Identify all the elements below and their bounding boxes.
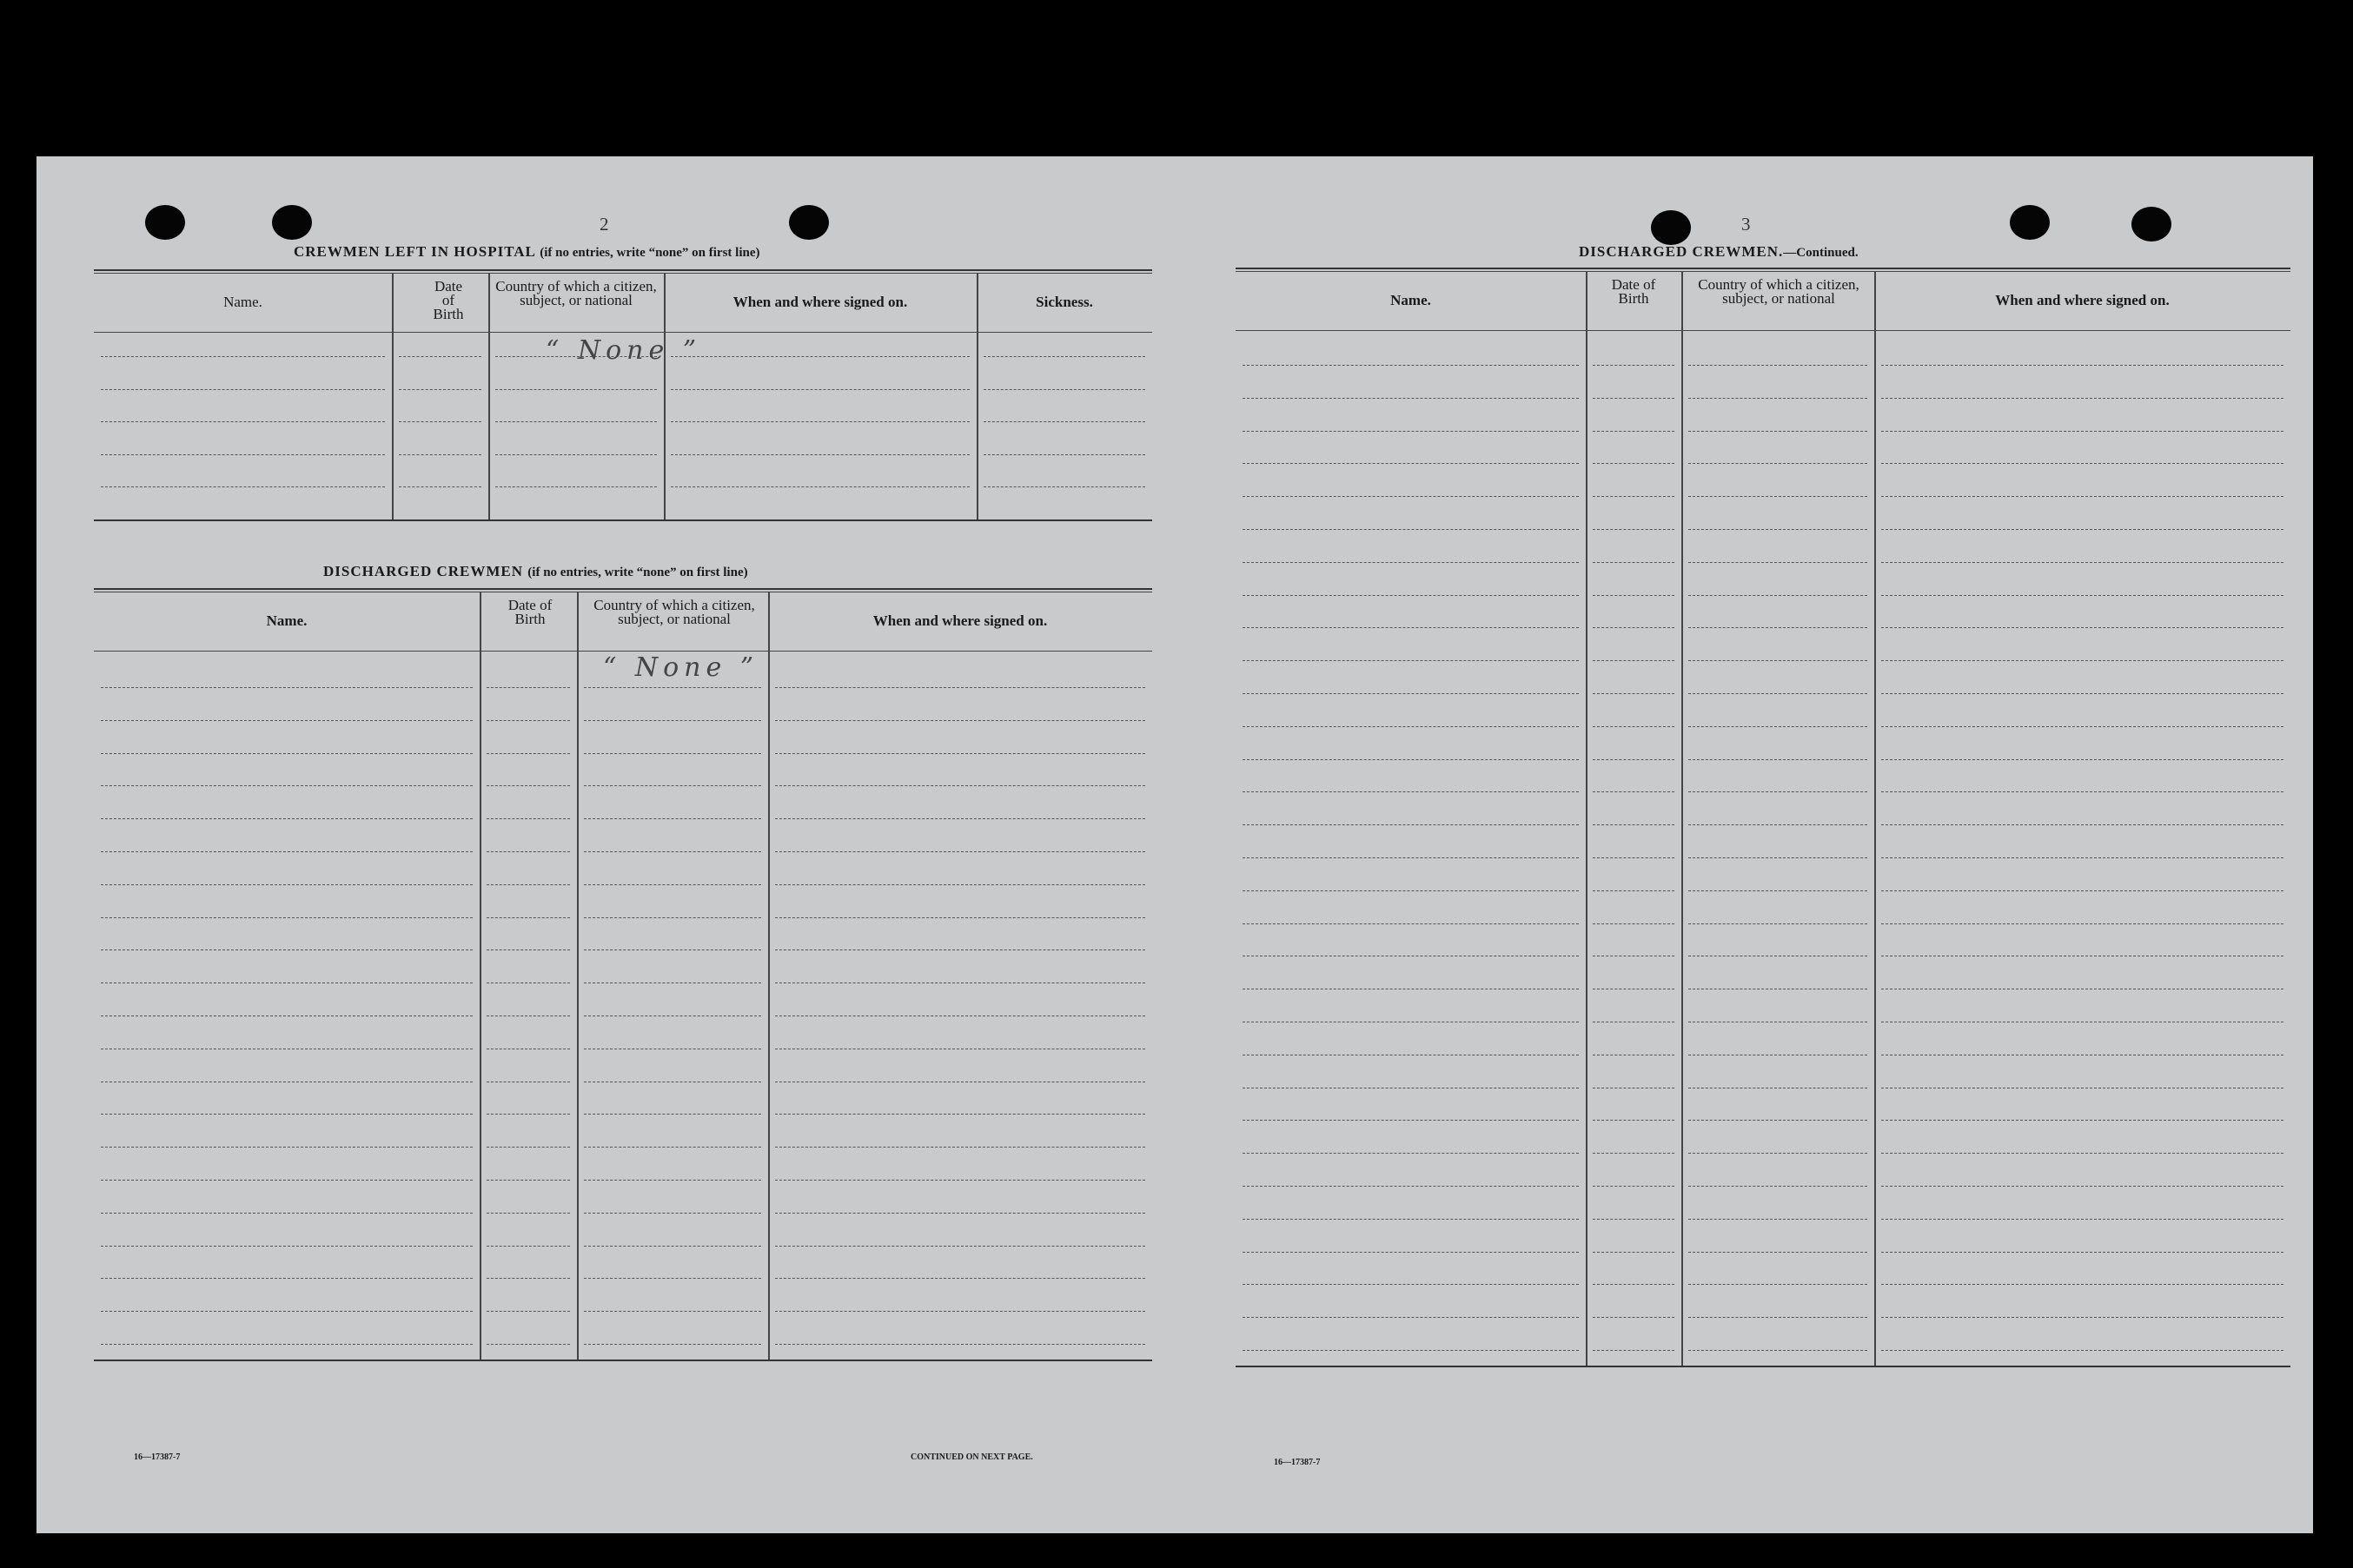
entry-line xyxy=(584,851,761,852)
entry-line xyxy=(1688,660,1867,661)
entry-line xyxy=(1243,693,1579,694)
entry-line xyxy=(584,917,761,918)
entry-line xyxy=(671,454,970,455)
entry-line xyxy=(1881,463,2283,464)
column-divider xyxy=(768,592,770,1360)
discharged-table xyxy=(94,588,1152,1370)
entry-line xyxy=(1881,1317,2283,1318)
entry-line xyxy=(1243,365,1579,366)
right-title-text: DISCHARGED CREWMEN. xyxy=(1579,243,1784,260)
entry-line xyxy=(1688,726,1867,727)
column-divider xyxy=(664,273,666,519)
entry-line xyxy=(584,785,761,786)
entry-line xyxy=(584,1344,761,1345)
header-bottom-rule xyxy=(94,651,1152,652)
entry-line xyxy=(101,687,473,688)
entry-line xyxy=(487,785,570,786)
entry-line xyxy=(984,421,1145,422)
entry-line xyxy=(1688,496,1867,497)
form-sheet xyxy=(36,156,2313,1533)
entry-line xyxy=(775,1213,1145,1214)
entry-line xyxy=(101,753,473,754)
entry-line xyxy=(1688,431,1867,432)
entry-line xyxy=(1593,1153,1674,1154)
column-divider xyxy=(488,273,490,519)
continued-note: CONTINUED ON NEXT PAGE. xyxy=(911,1452,1033,1462)
entry-line xyxy=(101,982,473,983)
entry-line xyxy=(399,486,481,487)
table-bottom-rule xyxy=(94,1360,1152,1361)
entry-line xyxy=(1881,1252,2283,1253)
column-divider xyxy=(392,273,394,519)
page-number: 2 xyxy=(600,214,609,235)
entry-line xyxy=(1243,1120,1579,1121)
entry-line xyxy=(1243,1350,1579,1351)
entry-line xyxy=(1688,791,1867,792)
discharged-section-title xyxy=(323,563,748,580)
column-header-country: Country of which a citizen, subject, or national xyxy=(593,597,755,627)
entry-line xyxy=(584,1147,761,1148)
entry-line xyxy=(1593,1317,1674,1318)
column-header-date-of-birth: Date of Birth xyxy=(507,597,553,627)
column-divider xyxy=(977,273,978,519)
entry-line xyxy=(1593,791,1674,792)
entry-line xyxy=(487,1213,570,1214)
entry-line xyxy=(1243,660,1579,661)
entry-line xyxy=(1688,824,1867,825)
entry-line xyxy=(1243,857,1579,858)
column-header-country: Country of which a citizen, subject, or national xyxy=(1698,276,1859,307)
entry-line xyxy=(487,1311,570,1312)
column-header-name: Name. xyxy=(1390,292,1431,308)
column-divider xyxy=(1681,271,1683,1366)
entry-line xyxy=(101,785,473,786)
column-header-signed-on: When and where signed on. xyxy=(1995,292,2170,308)
entry-line xyxy=(984,486,1145,487)
entry-line xyxy=(487,851,570,852)
column-divider xyxy=(480,592,481,1360)
entry-line xyxy=(1688,463,1867,464)
column-header-name: Name. xyxy=(266,612,308,629)
punch-hole xyxy=(1651,210,1691,245)
entry-line xyxy=(101,1311,473,1312)
entry-line xyxy=(1593,1350,1674,1351)
table-top-rule xyxy=(94,269,1152,271)
entry-line xyxy=(1688,562,1867,563)
entry-line xyxy=(1688,365,1867,366)
entry-line xyxy=(775,720,1145,721)
entry-line xyxy=(399,421,481,422)
entry-line xyxy=(584,818,761,819)
entry-line xyxy=(487,818,570,819)
column-header-sickness: Sickness. xyxy=(1036,294,1093,310)
right-section-title xyxy=(1579,243,1859,261)
entry-line xyxy=(1593,365,1674,366)
entry-line xyxy=(775,949,1145,950)
entry-line xyxy=(1881,431,2283,432)
entry-line xyxy=(101,454,385,455)
entry-line xyxy=(1881,595,2283,596)
entry-line xyxy=(487,720,570,721)
column-header-name: Name. xyxy=(223,294,262,310)
entry-line xyxy=(1593,726,1674,727)
discharged-title-text: DISCHARGED CREWMEN xyxy=(323,563,524,579)
entry-line xyxy=(1688,693,1867,694)
punch-hole xyxy=(2131,207,2171,241)
entry-line xyxy=(495,389,657,390)
entry-line xyxy=(1593,627,1674,628)
entry-line xyxy=(1593,431,1674,432)
form-number: 16—17387-7 xyxy=(134,1452,181,1462)
entry-line xyxy=(1243,1252,1579,1253)
entry-line xyxy=(1243,529,1579,530)
entry-line xyxy=(1881,759,2283,760)
entry-line xyxy=(1243,1317,1579,1318)
entry-line xyxy=(1688,595,1867,596)
hospital-title-text: CREWMEN LEFT IN HOSPITAL xyxy=(294,243,535,260)
entry-line xyxy=(584,1246,761,1247)
entry-line xyxy=(101,720,473,721)
entry-line xyxy=(101,486,385,487)
entry-line xyxy=(101,917,473,918)
punch-hole xyxy=(2010,205,2050,240)
entry-line xyxy=(775,1180,1145,1181)
entry-line xyxy=(1593,693,1674,694)
entry-line xyxy=(399,389,481,390)
entry-line xyxy=(984,389,1145,390)
entry-line xyxy=(1593,1186,1674,1187)
punch-hole xyxy=(272,205,312,240)
entry-line xyxy=(775,851,1145,852)
entry-line xyxy=(1881,890,2283,891)
entry-line xyxy=(101,421,385,422)
entry-line xyxy=(1881,923,2283,924)
entry-line xyxy=(1881,627,2283,628)
entry-line xyxy=(1881,1153,2283,1154)
entry-line xyxy=(1881,1120,2283,1121)
entry-line xyxy=(1243,1284,1579,1285)
entry-line xyxy=(101,356,385,357)
entry-line xyxy=(101,1213,473,1214)
entry-line xyxy=(775,753,1145,754)
entry-line xyxy=(584,949,761,950)
entry-line xyxy=(1593,595,1674,596)
entry-line xyxy=(1243,759,1579,760)
entry-line xyxy=(1688,1153,1867,1154)
table-top-rule xyxy=(1236,268,2290,269)
entry-line xyxy=(1243,1219,1579,1220)
entry-line xyxy=(775,1147,1145,1148)
page-number: 3 xyxy=(1741,214,1751,235)
entry-line xyxy=(584,1114,761,1115)
entry-line xyxy=(671,486,970,487)
entry-line xyxy=(584,753,761,754)
entry-line xyxy=(1881,529,2283,530)
entry-line xyxy=(487,1180,570,1181)
entry-line xyxy=(101,1147,473,1148)
entry-line xyxy=(399,356,481,357)
entry-line xyxy=(487,753,570,754)
entry-line xyxy=(1593,824,1674,825)
entry-line xyxy=(1688,1284,1867,1285)
entry-line xyxy=(101,1114,473,1115)
column-header-date-of-birth: Date of Birth xyxy=(433,278,464,322)
entry-line xyxy=(1881,496,2283,497)
entry-line xyxy=(671,389,970,390)
entry-line xyxy=(1243,791,1579,792)
entry-line xyxy=(1593,1219,1674,1220)
table-bottom-rule xyxy=(1236,1366,2290,1367)
hospital-title-note: (if no entries, write “none” on first line) xyxy=(540,246,760,260)
entry-line xyxy=(584,720,761,721)
entry-line xyxy=(1881,791,2283,792)
entry-line xyxy=(775,917,1145,918)
entry-line xyxy=(1688,1317,1867,1318)
entry-line xyxy=(1593,923,1674,924)
entry-line xyxy=(984,454,1145,455)
table-top-rule xyxy=(94,588,1152,590)
entry-line xyxy=(1593,890,1674,891)
entry-line xyxy=(1881,726,2283,727)
column-divider xyxy=(577,592,579,1360)
handwritten-none-entry: “ None ” xyxy=(546,335,702,366)
entry-line xyxy=(101,1278,473,1279)
entry-line xyxy=(1881,1350,2283,1351)
table-bottom-rule xyxy=(94,519,1152,521)
entry-line xyxy=(584,982,761,983)
entry-line xyxy=(1881,1284,2283,1285)
entry-line xyxy=(487,1147,570,1148)
entry-line xyxy=(1243,1153,1579,1154)
entry-line xyxy=(1593,398,1674,399)
entry-line xyxy=(1243,496,1579,497)
right-title-suffix: —Continued. xyxy=(1783,246,1859,260)
entry-line xyxy=(1881,562,2283,563)
column-header-signed-on: When and where signed on. xyxy=(732,294,908,310)
entry-line xyxy=(1881,857,2283,858)
entry-line xyxy=(1593,759,1674,760)
entry-line xyxy=(1688,398,1867,399)
entry-line xyxy=(399,454,481,455)
entry-line xyxy=(775,982,1145,983)
entry-line xyxy=(101,818,473,819)
header-bottom-rule xyxy=(94,332,1152,333)
entry-line xyxy=(775,785,1145,786)
entry-line xyxy=(1243,890,1579,891)
entry-line xyxy=(584,1213,761,1214)
entry-line xyxy=(101,1344,473,1345)
entry-line xyxy=(584,884,761,885)
entry-line xyxy=(775,884,1145,885)
entry-line xyxy=(1593,562,1674,563)
column-header-signed-on: When and where signed on. xyxy=(872,612,1048,629)
entry-line xyxy=(1688,1252,1867,1253)
entry-line xyxy=(101,884,473,885)
entry-line xyxy=(584,1180,761,1181)
entry-line xyxy=(101,1246,473,1247)
entry-line xyxy=(1881,660,2283,661)
entry-line xyxy=(1688,1186,1867,1187)
entry-line xyxy=(487,982,570,983)
entry-line xyxy=(1881,693,2283,694)
entry-line xyxy=(584,1278,761,1279)
entry-line xyxy=(1243,726,1579,727)
entry-line xyxy=(495,421,657,422)
entry-line xyxy=(487,884,570,885)
entry-line xyxy=(1593,496,1674,497)
column-divider xyxy=(1586,271,1587,1366)
entry-line xyxy=(584,687,761,688)
entry-line xyxy=(487,687,570,688)
entry-line xyxy=(487,917,570,918)
form-number: 16—17387-7 xyxy=(1274,1458,1321,1467)
entry-line xyxy=(1243,398,1579,399)
entry-line xyxy=(1243,923,1579,924)
entry-line xyxy=(101,389,385,390)
entry-line xyxy=(1593,529,1674,530)
entry-line xyxy=(775,1246,1145,1247)
discharged-title-note: (if no entries, write “none” on first line) xyxy=(527,566,748,579)
entry-line xyxy=(1688,1120,1867,1121)
entry-line xyxy=(1688,1219,1867,1220)
column-header-date-of-birth: Date of Birth xyxy=(1611,276,1656,307)
entry-line xyxy=(984,356,1145,357)
entry-line xyxy=(1243,627,1579,628)
column-divider xyxy=(1874,271,1876,1366)
entry-line xyxy=(671,356,970,357)
entry-line xyxy=(1688,759,1867,760)
entry-line xyxy=(1593,660,1674,661)
entry-line xyxy=(1688,890,1867,891)
entry-line xyxy=(1243,431,1579,432)
column-header-country: Country of which a citizen, subject, or national xyxy=(495,278,657,308)
entry-line xyxy=(495,454,657,455)
header-bottom-rule xyxy=(1236,330,2290,331)
hospital-table xyxy=(94,269,1152,530)
entry-line xyxy=(671,421,970,422)
entry-line xyxy=(101,949,473,950)
entry-line xyxy=(775,1344,1145,1345)
entry-line xyxy=(1881,398,2283,399)
entry-line xyxy=(1881,365,2283,366)
entry-line xyxy=(775,1311,1145,1312)
entry-line xyxy=(1881,1186,2283,1187)
entry-line xyxy=(1688,923,1867,924)
entry-line xyxy=(495,486,657,487)
entry-line xyxy=(1593,857,1674,858)
entry-line xyxy=(1881,824,2283,825)
entry-line xyxy=(775,818,1145,819)
entry-line xyxy=(1243,1186,1579,1187)
entry-line xyxy=(584,1311,761,1312)
entry-line xyxy=(1243,824,1579,825)
entry-line xyxy=(487,1344,570,1345)
entry-line xyxy=(1593,463,1674,464)
entry-line xyxy=(1688,529,1867,530)
entry-line xyxy=(487,1278,570,1279)
entry-line xyxy=(775,1114,1145,1115)
punch-hole xyxy=(789,205,829,240)
entry-line xyxy=(1243,562,1579,563)
entry-line xyxy=(1243,595,1579,596)
discharged-continued-table xyxy=(1236,268,2290,1375)
entry-line xyxy=(101,851,473,852)
punch-hole xyxy=(145,205,185,240)
handwritten-none-entry: “ None ” xyxy=(603,652,759,683)
entry-line xyxy=(1243,463,1579,464)
entry-line xyxy=(1593,1120,1674,1121)
entry-line xyxy=(1593,1252,1674,1253)
entry-line xyxy=(775,687,1145,688)
entry-line xyxy=(1688,857,1867,858)
table-top-rule-inner xyxy=(94,273,1152,274)
entry-line xyxy=(487,949,570,950)
entry-line xyxy=(487,1246,570,1247)
table-top-rule-inner xyxy=(1236,271,2290,272)
entry-line xyxy=(1688,1350,1867,1351)
entry-line xyxy=(101,1180,473,1181)
hospital-section-title xyxy=(294,243,760,261)
entry-line xyxy=(487,1114,570,1115)
entry-line xyxy=(1881,1219,2283,1220)
entry-line xyxy=(1688,627,1867,628)
entry-line xyxy=(775,1278,1145,1279)
entry-line xyxy=(1593,1284,1674,1285)
